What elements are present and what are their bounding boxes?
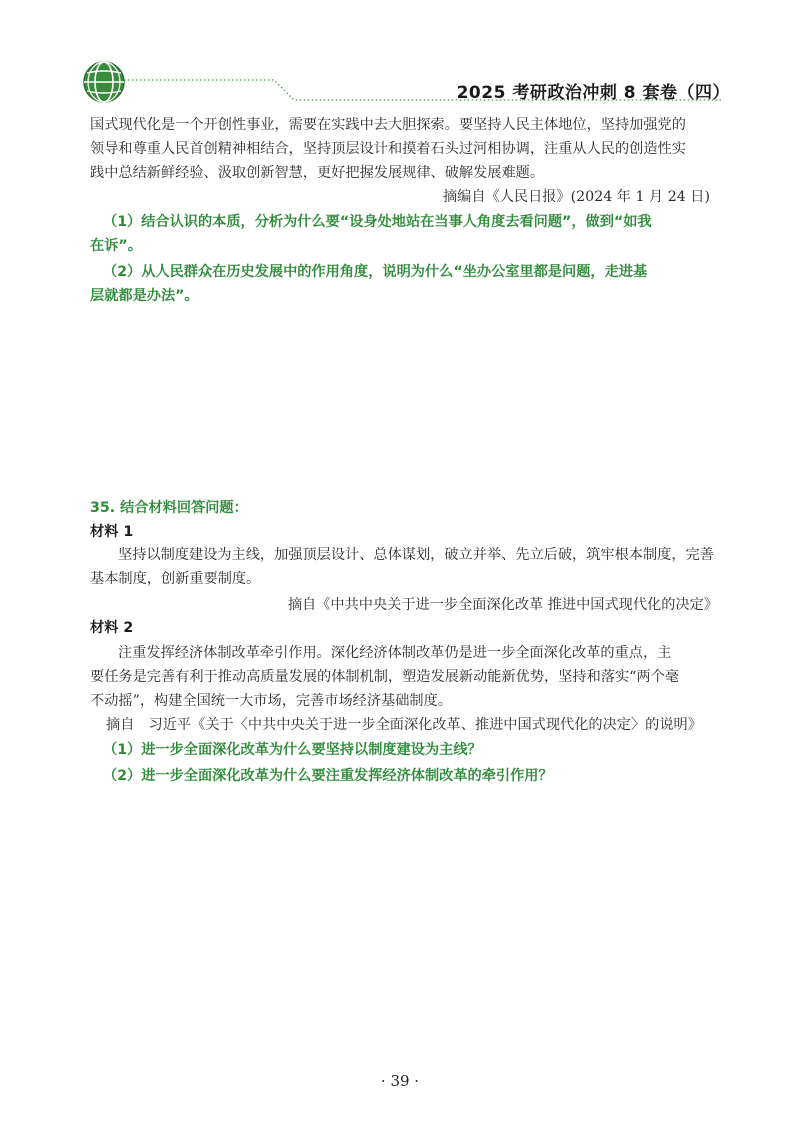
- globe-logo-icon: [82, 60, 126, 104]
- q34-question-2: （2）从人民群众在历史发展中的作用角度，说明为什么“坐办公室里都是问题，走进基: [103, 264, 648, 280]
- header-title: 2025 考研政治冲刺 8 套卷（四）: [456, 83, 730, 103]
- material-1-label: 材料 1: [90, 524, 134, 540]
- material-1-line-2: 基本制度，创新重要制度。: [90, 571, 261, 587]
- intro-line-2: 领导和尊重人民首创精神相结合，坚持顶层设计和摸着石头过河相协调，注重从人民的创造性实: [90, 141, 686, 157]
- q34-question-1: （1）结合认识的本质，分析为什么要“设身处地站在当事人角度去看问题”，做到“如我: [103, 214, 652, 230]
- material-2-line-1: 注重发挥经济体制改革牵引作用。深化经济体制改革仍是进一步全面深化改革的重点，主: [118, 645, 672, 661]
- material-1-line-1: 坚持以制度建设为主线，加强顶层设计、总体谋划，破立并举、先立后破，筑牢根本制度，完善: [118, 547, 714, 563]
- intro-line-3: 践中总结新鲜经验、汲取创新智慧，更好把握发展规律、破解发展难题。: [90, 165, 545, 181]
- q34-question-1-cont: 在诉”。: [90, 238, 142, 254]
- q35-question-1: （1）进一步全面深化改革为什么要坚持以制度建设为主线？: [103, 742, 482, 758]
- q35-title: 35. 结合材料回答问题：: [90, 500, 248, 516]
- page-number: · 39 ·: [380, 1072, 420, 1090]
- material-2-label: 材料 2: [90, 620, 134, 636]
- header: [0, 0, 800, 110]
- q35-question-2: （2）进一步全面深化改革为什么要注重发挥经济体制改革的牵引作用？: [103, 768, 553, 784]
- material-1-source: 摘自《中共中央关于进一步全面深化改革 推进中国式现代化的决定》: [287, 597, 718, 613]
- material-2-line-3: 不动摇”，构建全国统一大市场，完善市场经济基础制度。: [90, 693, 452, 709]
- intro-line-1: 国式现代化是一个开创性事业，需要在实践中去大胆探索。要坚持人民主体地位，坚持加强党的: [90, 117, 686, 133]
- intro-source: 摘编自《人民日报》(2024 年 1 月 24 日): [442, 189, 710, 205]
- material-2-line-2: 要任务是完善有利于推动高质量发展的体制机制，塑造发展新动能新优势，坚持和落实“两个毫: [90, 669, 679, 685]
- material-2-source: 摘自 习近平《关于〈中共中央关于进一步全面深化改革、推进中国式现代化的决定〉的说明》: [106, 717, 702, 733]
- q34-question-2-cont: 层就都是办法”。: [90, 288, 199, 304]
